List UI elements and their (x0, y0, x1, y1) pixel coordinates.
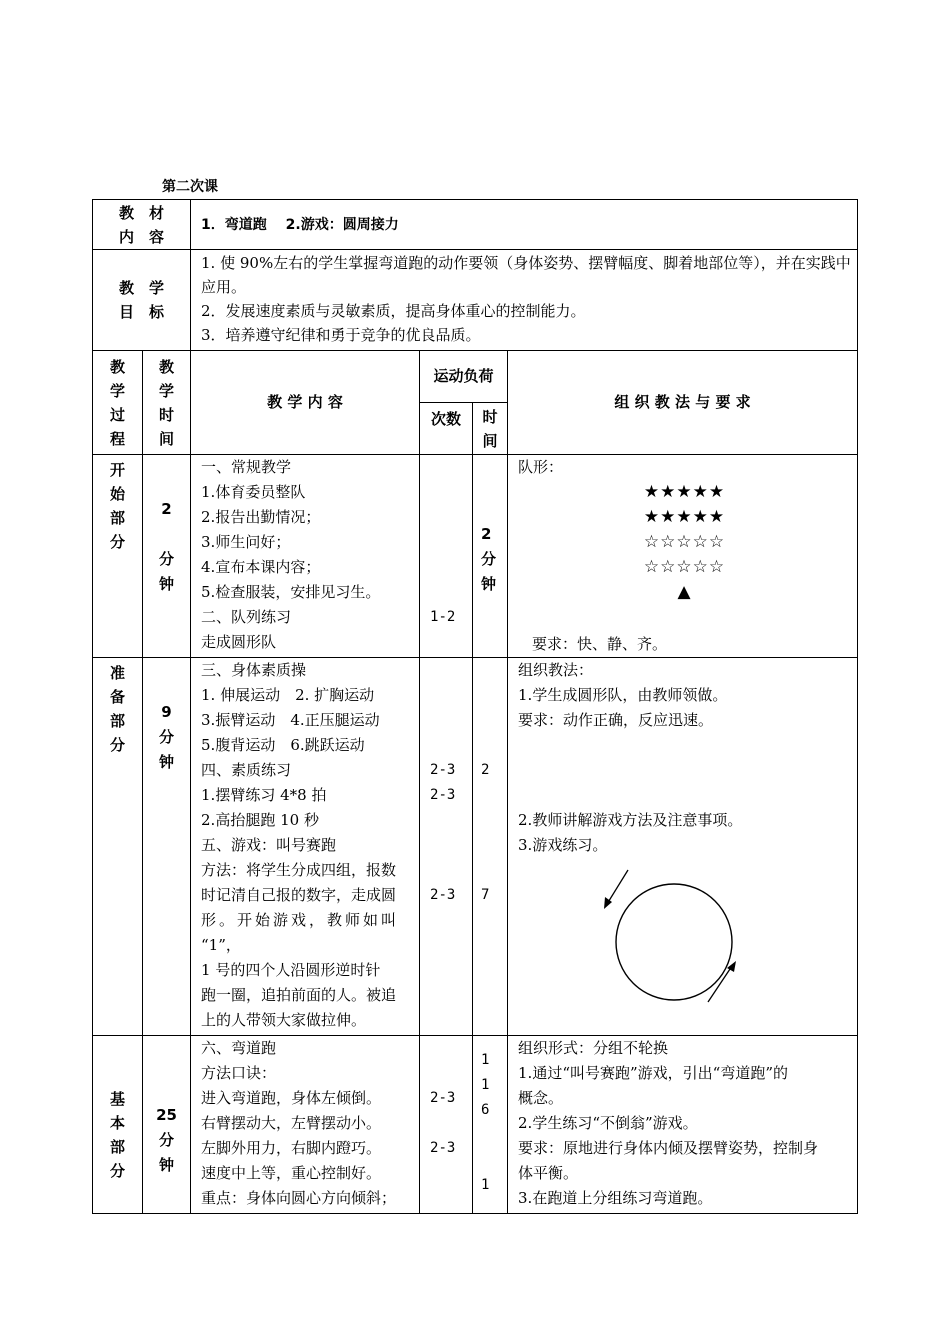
section-preparation (93, 658, 858, 1036)
method-requirement: 要求：快、静、齐。 (532, 635, 668, 653)
phase-label: 基 本 部 分 (93, 1036, 143, 1214)
phase-duration: 1 1 6 1 (473, 1036, 508, 1214)
material-label: 教 材 内 容 (93, 200, 191, 250)
lesson-plan-table (92, 199, 858, 1214)
goal-list (191, 250, 858, 351)
phase-duration: 2 分 钟 (473, 455, 508, 658)
goal-row (93, 250, 858, 351)
formation-row: ☆☆☆☆☆ (643, 557, 726, 577)
formation-row: ★★★★★ (643, 507, 726, 527)
phase-count: 1-2 (420, 455, 473, 658)
formation-row: ☆☆☆☆☆ (643, 532, 726, 552)
load-header: 运动负荷 (420, 351, 508, 403)
formation-row: ★★★★★ (643, 482, 726, 502)
section-main (93, 1036, 858, 1214)
goal-label: 教 学 目 标 (93, 250, 191, 351)
goal-item: 3．培养遵守纪律和勇于竞争的优良品质。 (201, 326, 481, 344)
goal-item: 1. 使 90%左右的学生掌握弯道跑的动作要领（身体姿势、摆臂幅度、脚着地部位等），并在实践中应用。 (201, 254, 851, 296)
phase-method: 组织形式：分组不轮换 1.通过“叫号赛跑”游戏，引出“弯道跑”的 概念。 2.学生练习“不倒翁”游戏。 要求：原地进行身体内倾及摆臂姿势，控制身 体平衡。 3.在跑道上分组练习弯道跑。 (508, 1036, 858, 1214)
phase-time: 2 分 钟 (143, 455, 191, 658)
material-value: 1．弯道跑 2.游戏：圆周接力 (191, 200, 858, 250)
lesson-title: 第二次课 (162, 179, 218, 195)
phase-method: 队形： ★★★★★ ★★★★★ ☆☆☆☆☆ ☆☆☆☆☆ ▲ 要求：快、静、齐。 (508, 455, 858, 658)
count-header: 次数 (420, 403, 473, 455)
phase-time: 25 分 钟 (143, 1036, 191, 1214)
phase-content: 一、常规教学 1.体育委员整队 2.报告出勤情况； 3.师生问好； 4.宣布本课内容； 5.检查服装，安排见习生。 二、队列练习 走成圆形队 (191, 455, 420, 658)
teacher-triangle-icon: ▲ (677, 582, 692, 602)
duration-header: 时 间 (473, 403, 508, 455)
content-header: 教 学 内 容 (191, 351, 420, 455)
phase-label: 开 始 部 分 (93, 455, 143, 658)
section-start (93, 455, 858, 658)
arrow-line (607, 870, 628, 904)
phase-duration: 2 7 (473, 658, 508, 1036)
arrow-line (708, 966, 732, 1002)
column-header-row (93, 351, 858, 403)
phase-content: 六、弯道跑 方法口诀： 进入弯道跑，身体左倾倒。 右臂摆动大，左臂摆动小。 左脚外用力，右脚内蹬巧。 速度中上等，重心控制好。 重点：身体向圆心方向倾斜； (191, 1036, 420, 1214)
phase-time: 9 分 钟 (143, 658, 191, 1036)
phase-count: 2-3 2-3 (420, 1036, 473, 1214)
phase-count: 2-3 2-3 2-3 (420, 658, 473, 1036)
time-header: 教 学 时 间 (143, 351, 191, 455)
goal-item: 2．发展速度素质与灵敏素质，提高身体重心的控制能力。 (201, 302, 586, 320)
phase-method: 组织教法： 1.学生成圆形队，由教师领做。 要求：动作正确，反应迅速。 2.教师讲解游戏方法及注意事项。 3.游戏练习。 (508, 658, 858, 1036)
process-header: 教 学 过 程 (93, 351, 143, 455)
method-header: 组 织 教 法 与 要 求 (508, 351, 858, 455)
phase-content: 三、身体素质操 1. 伸展运动 2. 扩胸运动 3.振臂运动 4.正压腿运动 5.腹背运动 6.跳跃运动 四、素质练习 1.摆臂练习 4*8 拍 2.高抬腿跑 10 秒 五、游戏：叫号赛跑 方法：将学生分成四组，报数 时记清自己报的数字，走成圆 形。开始游戏，教师如叫 “1”， 1 号的四个人沿圆形逆时针 跑一圈，追拍前面的人。被追 上的人带领大家做拉伸。 (191, 658, 420, 1036)
circle-relay-diagram (596, 864, 756, 1014)
track-circle (616, 884, 732, 1000)
formation-diagram (518, 480, 851, 605)
phase-label: 准 备 部 分 (93, 658, 143, 1036)
material-row (93, 200, 858, 250)
